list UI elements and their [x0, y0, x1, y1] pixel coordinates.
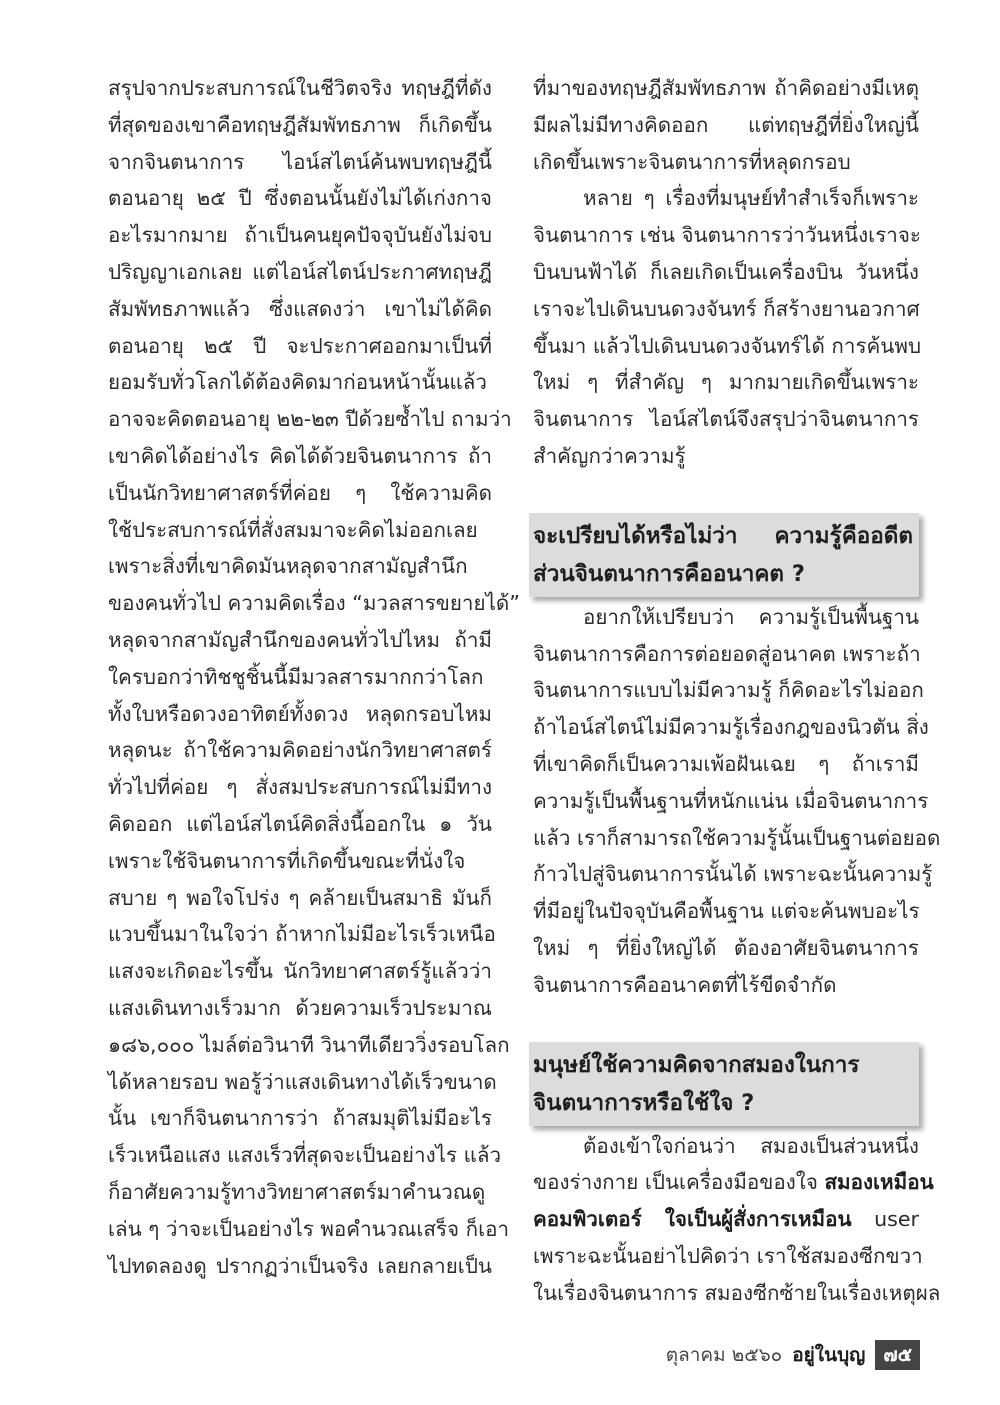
body-line: อาจจะคิดตอนอายุ ๒๒-๒๓ ปีด้วยซ้ำไป ถามว่า	[108, 407, 512, 432]
heading-line: จินตนาการหรือใช้ใจ ?	[533, 1089, 755, 1116]
body-line: ใครบอกว่าทิชชูชิ้นนี้มีมวลสารมากกว่าโลก	[108, 664, 484, 689]
body-line: หลุดนะ ถ้าใช้ความคิดอย่างนักวิทยาศาสตร์	[108, 738, 492, 763]
body-line: ต้องเข้าใจก่อนว่า สมองเป็นส่วนหนึ่ง	[583, 1133, 919, 1158]
body-line: เป็นนักวิทยาศาสตร์ที่ค่อย ๆ ใช้ความคิด	[108, 480, 492, 505]
body-line: ของคนทั่วไป ความคิดเรื่อง “มวลสารขยายได้”	[108, 591, 520, 616]
body-line: เราจะไปเดินบนดวงจันทร์ ก็สร้างยานอวกาศ	[533, 296, 920, 321]
body-line: สบาย ๆ พอใจโปร่ง ๆ คล้ายเป็นสมาธิ มันก็	[108, 885, 492, 910]
body-line: ที่เขาคิดก็เป็นความเพ้อฝันเฉย ๆ ถ้าเรามี	[533, 751, 919, 776]
body-line: ยอมรับทั่วโลกได้ต้องคิดมาก่อนหน้านั้นแล้ว	[108, 370, 487, 395]
body-line: ที่สุดของเขาคือทฤษฎีสัมพัทธภาพ ก็เกิดขึ้น	[108, 112, 492, 137]
body-line: จินตนาการคือการต่อยอดสู่อนาคต เพราะถ้า	[533, 641, 921, 666]
body-line: ได้หลายรอบ พอรู้ว่าแสงเดินทางได้เร็วขนาด	[108, 1069, 497, 1094]
body-line: เล่น ๆ ว่าจะเป็นอย่างไร พอคำนวณเสร็จ ก็เอา	[108, 1216, 510, 1241]
body-line: บินบนฟ้าได้ ก็เลยเกิดเป็นเครื่องบิน วันหนึ่ง	[533, 259, 919, 284]
body-line	[533, 1201, 919, 1238]
body-text: user	[851, 1207, 919, 1232]
right-column	[533, 70, 941, 1312]
body-line: จินตนาการแบบไม่มีความรู้ ก็คิดอะไรไม่ออก	[533, 678, 924, 703]
bold-text: สมองเหมือน	[824, 1170, 934, 1195]
body-line: นั้น เขาก็จินตนาการว่า ถ้าสมมุติไม่มีอะไร	[108, 1106, 492, 1131]
body-line: ก็อาศัยความรู้ทางวิทยาศาสตร์มาคำนวณดู	[108, 1179, 486, 1204]
body-line: แวบขึ้นมาในใจว่า ถ้าหากไม่มีอะไรเร็วเหนือ	[108, 922, 496, 947]
body-line: จินตนาการ เช่น จินตนาการว่าวันหนึ่งเราจะ	[533, 223, 921, 248]
section-heading	[529, 1042, 919, 1126]
page-number: ๗๕	[875, 1340, 920, 1370]
section-heading	[529, 513, 919, 597]
body-line: สำคัญกว่าความรู้	[533, 443, 686, 468]
body-line: เกิดขึ้นเพราะจินตนาการที่หลุดกรอบ	[533, 149, 851, 174]
body-line: ความรู้เป็นพื้นฐานที่หนักแน่น เมื่อจินตนาการ	[533, 788, 929, 813]
body-line: ที่มาของทฤษฎีสัมพัทธภาพ ถ้าคิดอย่างมีเหตุ	[533, 76, 919, 100]
bold-text: คอมพิวเตอร์ ใจเป็นผู้สั่งการเหมือน	[533, 1207, 852, 1232]
body-line: ทั้งใบหรือดวงอาทิตย์ทั้งดวง หลุดกรอบไหม	[108, 701, 492, 726]
body-text: ของร่างกาย เป็นเครื่องมือของใจ	[533, 1170, 825, 1195]
body-line	[533, 1164, 934, 1201]
issue-date: ตุลาคม ๒๕๖๐	[665, 1344, 783, 1366]
body-line: จินตนาการคืออนาคตที่ไร้ขีดจำกัด	[533, 972, 837, 997]
heading-line: ส่วนจินตนาการคืออนาคต ?	[533, 560, 805, 587]
body-line: ๑๘๖,๐๐๐ ไมล์ต่อวินาที วินาทีเดียววิ่งรอบโลก	[108, 1032, 510, 1057]
body-line: มีผลไม่มีทางคิดออก แต่ทฤษฎีที่ยิ่งใหญ่นี้	[533, 112, 919, 137]
body-line: แสงจะเกิดอะไรขึ้น นักวิทยาศาสตร์รู้แล้วว่า	[108, 959, 492, 984]
body-line: สรุปจากประสบการณ์ในชีวิตจริง ทฤษฎีที่ดัง	[108, 76, 492, 100]
heading-line: มนุษย์ใช้ความคิดจากสมองในการ	[533, 1051, 860, 1078]
body-line: ที่มีอยู่ในปัจจุบันคือพื้นฐาน แต่จะค้นพบอะไร	[533, 899, 920, 924]
body-line: อะไรมากมาย ถ้าเป็นคนยุคปัจจุบันยังไม่จบ	[108, 223, 492, 248]
body-line: หลุดจากสามัญสำนึกของคนทั่วไปไหม ถ้ามี	[108, 627, 492, 652]
body-line: ในเรื่องจินตนาการ สมองซีกซ้ายในเรื่องเหตุผล	[533, 1280, 941, 1305]
body-line: ก้าวไปสู่จินตนาการนั้นได้ เพราะฉะนั้นความรู้	[533, 862, 933, 887]
magazine-name: อยู่ในบุญ	[792, 1344, 866, 1366]
body-line: สัมพัทธภาพแล้ว ซึ่งแสดงว่า เขาไม่ได้คิด	[108, 296, 492, 321]
body-line: เร็วเหนือแสง แสงเร็วที่สุดจะเป็นอย่างไร แล้ว	[108, 1143, 502, 1168]
body-line: อยากให้เปรียบว่า ความรู้เป็นพื้นฐาน	[583, 604, 919, 629]
body-line: ตอนอายุ ๒๕ ปี จะประกาศออกมาเป็นที่	[108, 333, 492, 358]
left-column	[108, 70, 520, 1284]
body-line: ทั่วไปที่ค่อย ๆ สั่งสมประสบการณ์ไม่มีทาง	[108, 775, 492, 800]
heading-line: จะเปรียบได้หรือไม่ว่า ความรู้คืออดีต	[533, 522, 913, 549]
body-line: จากจินตนาการ ไอน์สไตน์ค้นพบทฤษฎีนี้	[108, 149, 492, 174]
body-line: ใหม่ ๆ ที่สำคัญ ๆ มากมายเกิดขึ้นเพราะ	[533, 370, 919, 395]
body-line: แล้ว เราก็สามารถใช้ความรู้นั้นเป็นฐานต่อยอด	[533, 825, 941, 850]
body-line: ตอนอายุ ๒๕ ปี ซึ่งตอนนั้นยังไม่ได้เก่งกาจ	[108, 186, 492, 211]
body-line: เขาคิดได้อย่างไร คิดได้ด้วยจินตนาการ ถ้า	[108, 443, 492, 468]
body-line: คิดออก แต่ไอน์สไตน์คิดสิ่งนี้ออกใน ๑ วัน	[108, 811, 492, 836]
body-line: หลาย ๆ เรื่องที่มนุษย์ทำสำเร็จก็เพราะ	[583, 186, 919, 211]
body-line: ไปทดลองดู ปรากฏว่าเป็นจริง เลยกลายเป็น	[108, 1253, 492, 1278]
body-line: แสงเดินทางเร็วมาก ด้วยความเร็วประมาณ	[108, 995, 492, 1020]
body-line: ใหม่ ๆ ที่ยิ่งใหญ่ได้ ต้องอาศัยจินตนาการ	[533, 935, 919, 960]
page-footer	[660, 1340, 920, 1370]
body-line: จินตนาการ ไอน์สไตน์จึงสรุปว่าจินตนาการ	[533, 407, 919, 432]
body-line: ปริญญาเอกเลย แต่ไอน์สไตน์ประกาศทฤษฎี	[108, 259, 492, 284]
body-line: ขึ้นมา แล้วไปเดินบนดวงจันทร์ได้ การค้นพบ	[533, 333, 922, 358]
body-line: ใช้ประสบการณ์ที่สั่งสมมาจะคิดไม่ออกเลย	[108, 517, 478, 542]
body-line: ถ้าไอน์สไตน์ไม่มีความรู้เรื่องกฎของนิวตัน สิ่ง	[533, 715, 929, 740]
body-line: เพราะใช้จินตนาการที่เกิดขึ้นขณะที่นั่งใจ	[108, 848, 466, 873]
body-line: เพราะฉะนั้นอย่าไปคิดว่า เราใช้สมองซีกขวา	[533, 1243, 923, 1268]
body-line: เพราะสิ่งที่เขาคิดมันหลุดจากสามัญสำนึก	[108, 554, 468, 579]
